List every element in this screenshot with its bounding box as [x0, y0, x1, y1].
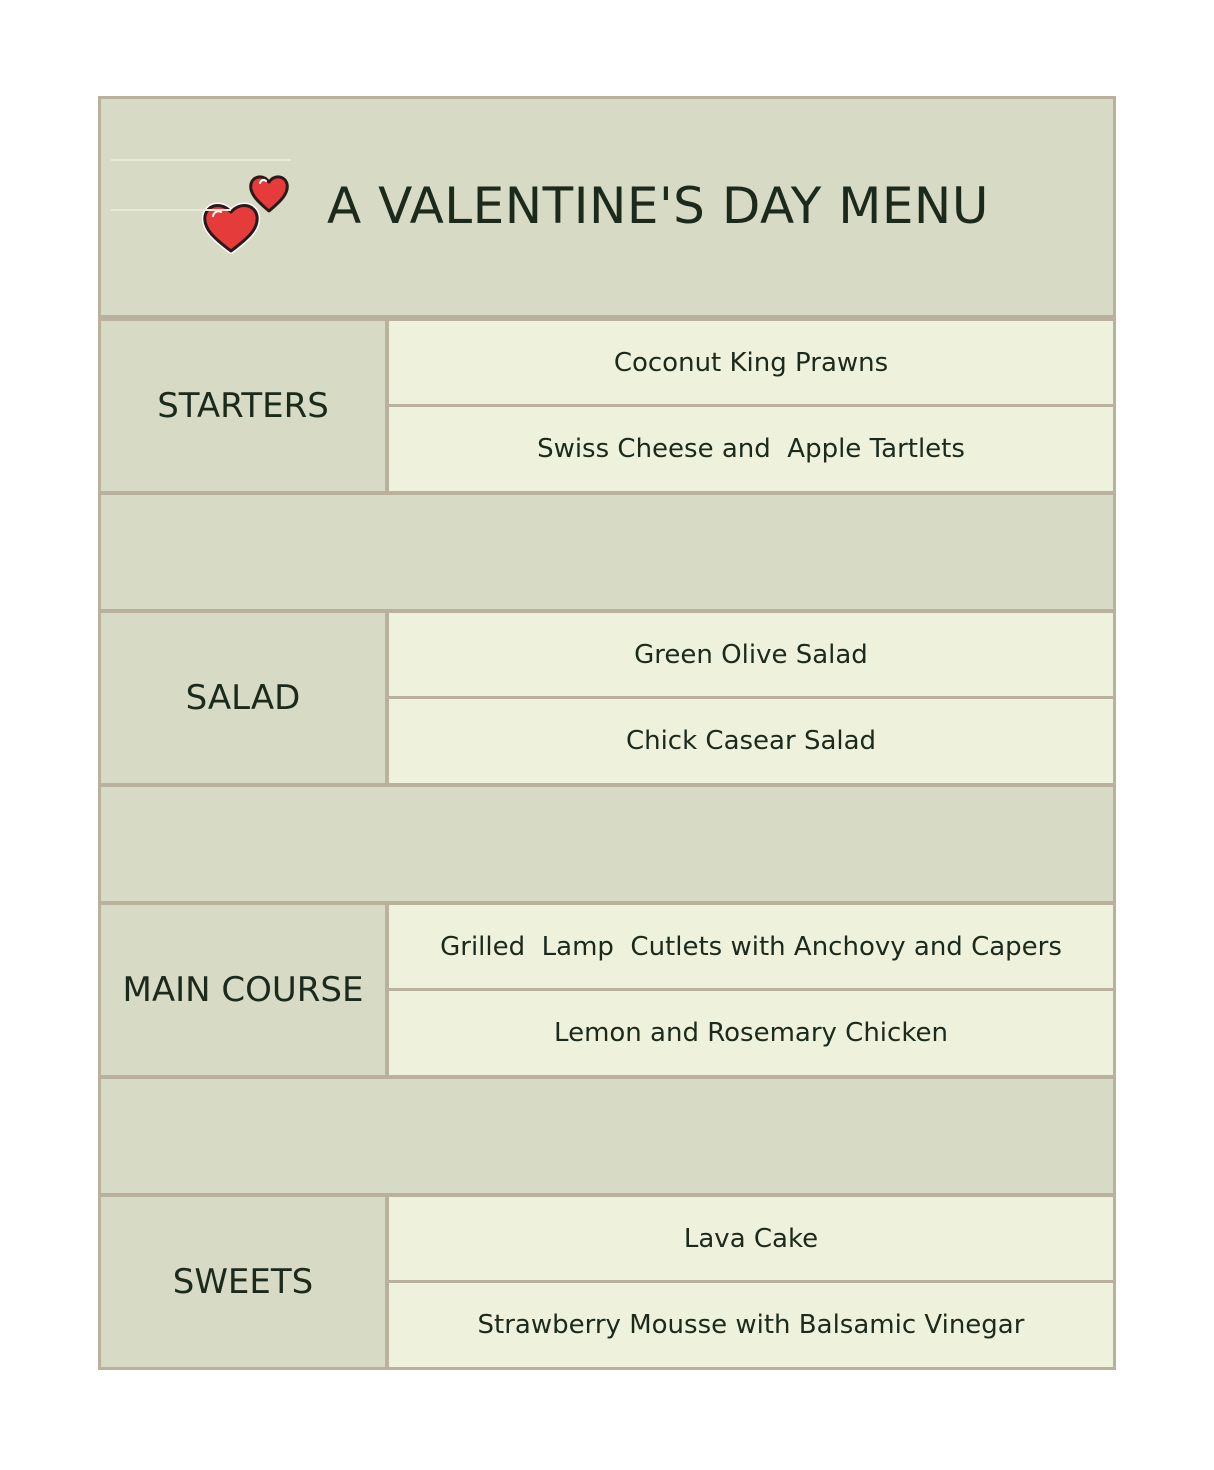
menu-item-label: Lemon and Rosemary Chicken: [554, 1018, 948, 1048]
section-main-course: [98, 902, 1116, 1078]
category-label: SWEETS: [172, 1262, 314, 1302]
menu-item-label: Chick Casear Salad: [625, 726, 877, 756]
menu-item-label: Green Olive Salad: [634, 640, 868, 670]
menu-header: [98, 96, 1116, 318]
menu-item: [386, 902, 1116, 992]
section-divider: [98, 492, 1116, 612]
menu-item-label: Swiss Cheese and Apple Tartlets: [537, 434, 965, 464]
category-label: STARTERS: [157, 386, 329, 426]
menu-item: [386, 696, 1116, 786]
section-divider: [98, 784, 1116, 904]
category-label-box: [98, 1194, 388, 1370]
menu-item: [386, 988, 1116, 1078]
texture-stroke: [111, 209, 231, 211]
texture-stroke: [111, 159, 291, 161]
category-label-box: [98, 318, 388, 494]
section-divider: [98, 1076, 1116, 1196]
menu-item: [386, 404, 1116, 494]
hearts-icon: [197, 171, 297, 255]
menu-item: [386, 1280, 1116, 1370]
category-label-box: [98, 902, 388, 1078]
section-starters: [98, 318, 1116, 494]
menu-item-label: Strawberry Mousse with Balsamic Vinegar: [477, 1310, 1025, 1340]
menu-item: [386, 610, 1116, 700]
menu-item: [386, 318, 1116, 408]
category-label: SALAD: [185, 678, 301, 718]
section-sweets: [98, 1194, 1116, 1370]
page-title: A VALENTINE'S DAY MENU: [327, 177, 989, 235]
menu-item-label: Grilled Lamp Cutlets with Anchovy and Capers: [440, 932, 1062, 962]
category-label-box: [98, 610, 388, 786]
menu-item: [386, 1194, 1116, 1284]
menu-item-label: Coconut King Prawns: [613, 348, 889, 378]
section-salad: [98, 610, 1116, 786]
menu-item-label: Lava Cake: [683, 1224, 819, 1254]
menu-card: [98, 96, 1116, 1372]
category-label: MAIN COURSE: [122, 970, 364, 1010]
